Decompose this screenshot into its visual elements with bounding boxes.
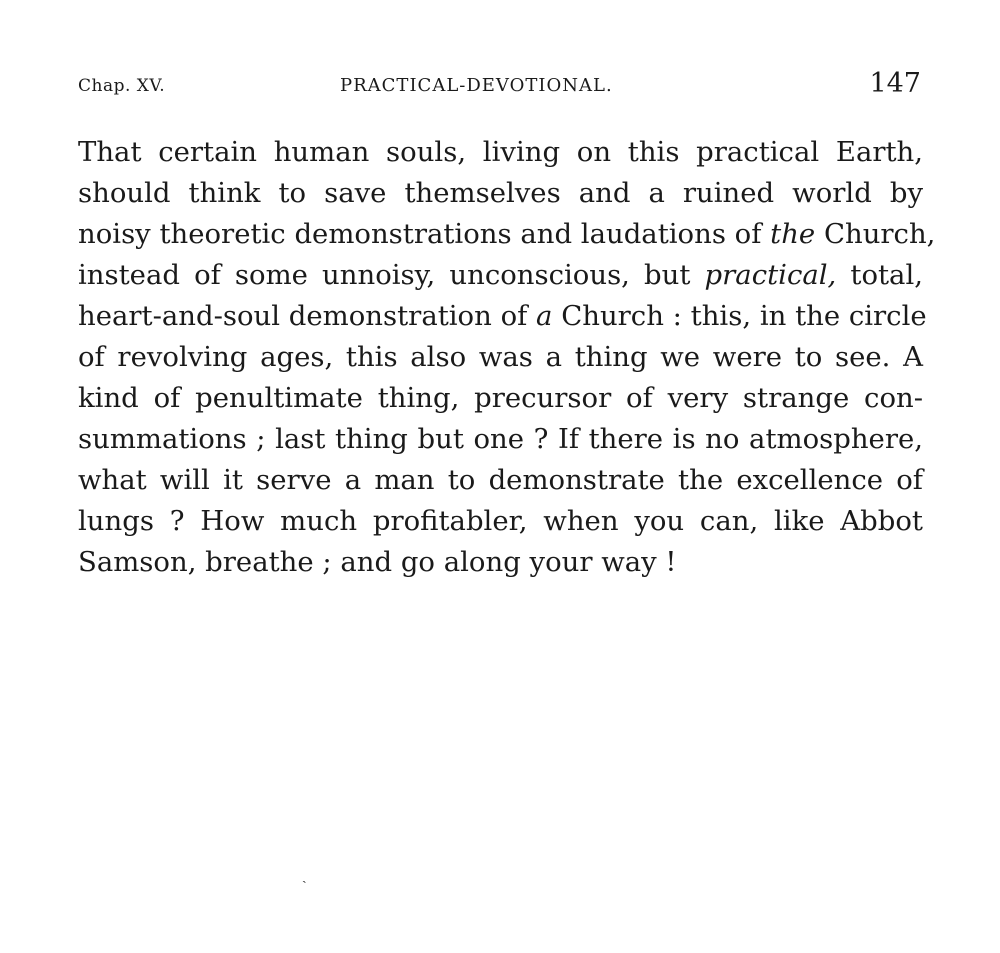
text-run: That certain human souls, living on this practical Earth,: [78, 136, 923, 168]
italic-text: practical,: [704, 259, 837, 291]
text-line: [78, 501, 923, 542]
text-line: [78, 542, 923, 583]
chapter-label: Chap. XV.: [78, 76, 166, 96]
text-line: [78, 214, 936, 255]
text-run: heart-and-soul demonstration of: [78, 300, 537, 332]
text-line: [78, 296, 927, 337]
text-line: [78, 419, 923, 460]
text-run: Samson, breathe ; and go along your way !: [78, 546, 677, 578]
text-line: [78, 255, 923, 296]
text-line: [78, 460, 923, 501]
running-head: [78, 68, 923, 102]
italic-text: a: [536, 300, 553, 332]
body-paragraph: [78, 132, 936, 583]
text-run: Church : this, in the circle: [552, 300, 927, 332]
text-run: Church,: [815, 218, 936, 250]
text-run: kind of penultimate thing, precursor of very strange con-: [78, 382, 923, 414]
text-line: [78, 173, 923, 214]
page-number: 147: [869, 68, 921, 99]
stray-print-mark: ˎ: [302, 868, 307, 884]
text-run: should think to save themselves and a ruined world by: [78, 177, 923, 209]
text-run: noisy theoretic demonstrations and laudations of: [78, 218, 771, 250]
text-line: [78, 337, 923, 378]
text-line: [78, 132, 923, 173]
text-run: what will it serve a man to demonstrate the excellence of: [78, 464, 923, 496]
text-run: total,: [836, 259, 923, 291]
italic-text: the: [770, 218, 816, 250]
text-line: [78, 378, 923, 419]
text-run: of revolving ages, this also was a thing we were to see. A: [78, 341, 923, 373]
text-run: lungs ? How much profitabler, when you can, like Abbot: [78, 505, 923, 537]
text-run: instead of some unnoisy, unconscious, but: [78, 259, 705, 291]
text-run: summations ; last thing but one ? If there is no atmosphere,: [78, 423, 923, 455]
running-title: PRACTICAL-DEVOTIONAL.: [340, 75, 613, 96]
